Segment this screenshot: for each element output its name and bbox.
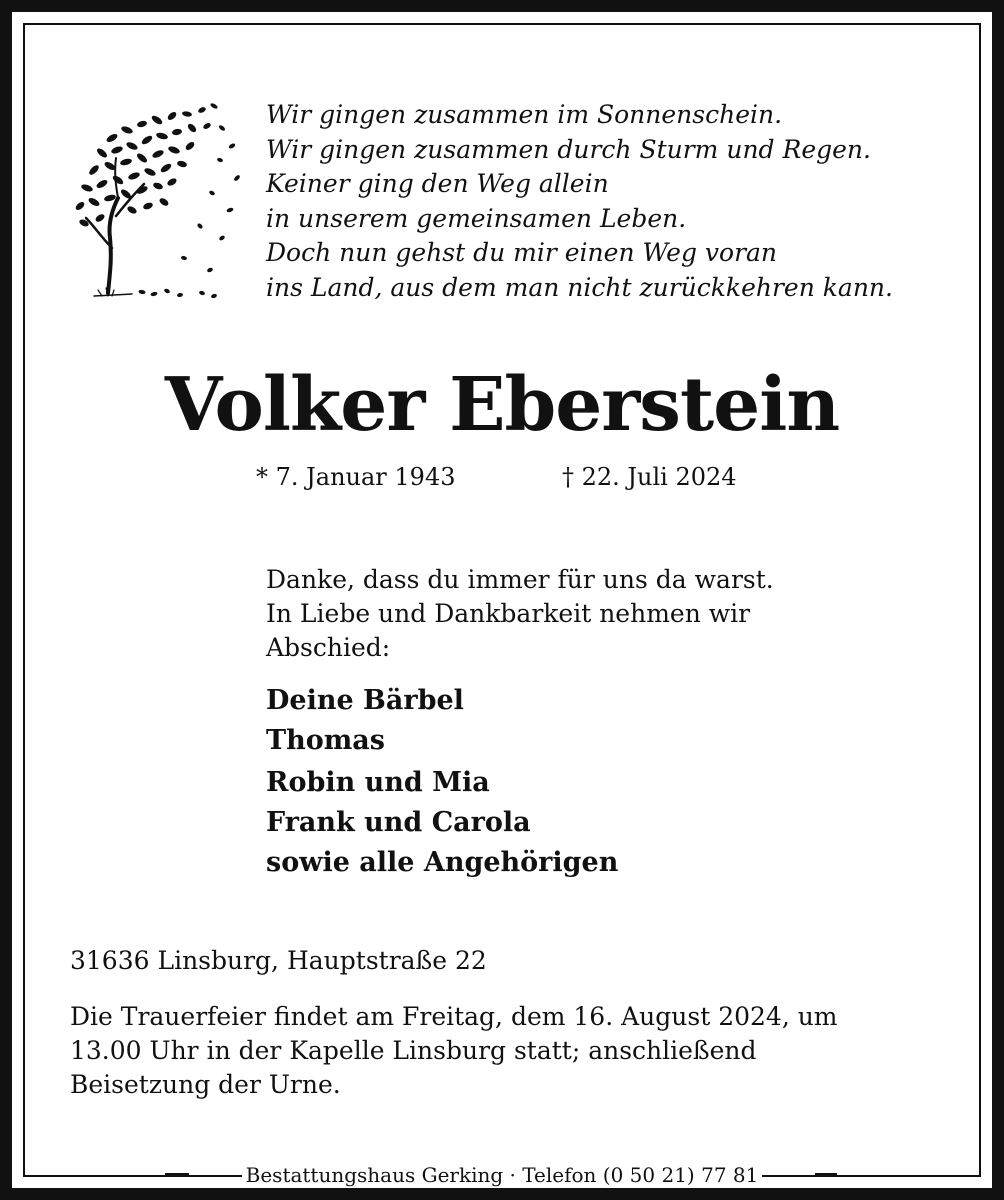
thanks-line: Danke, dass du immer für uns da warst. — [266, 565, 774, 594]
family-member: Deine Bärbel — [266, 685, 464, 716]
deceased-name: Volker Eberstein — [164, 362, 840, 448]
poem-line: Doch nun gehst du mir einen Weg voran — [266, 238, 778, 267]
poem-line: Wir gingen zusammen durch Sturm und Regen. — [266, 134, 871, 164]
family-member: Frank und Carola — [266, 807, 531, 838]
thanks-line: In Liebe und Dankbarkeit nehmen wir — [266, 599, 751, 628]
family-signatures — [266, 681, 618, 883]
family-member: Robin und Mia — [266, 767, 490, 798]
funeral-home-contact: Bestattungshaus Gerking · Telefon (0 50 21) 77 81 — [242, 1163, 763, 1187]
birth-date: * 7. Januar 1943 — [256, 463, 456, 491]
family-member: sowie alle Angehörigen — [266, 847, 619, 878]
poem-line: Keiner ging den Weg allein — [266, 169, 609, 198]
poem — [266, 98, 966, 305]
thanks-text — [266, 563, 906, 665]
poem-line: in unserem gemeinsamen Leben. — [266, 203, 687, 233]
tree-icon — [72, 98, 247, 303]
poem-line: Wir gingen zusammen im Sonnenschein. — [266, 100, 783, 129]
death-date: † 22. Juli 2024 — [562, 463, 737, 491]
funeral-notice-line: Die Trauerfeier findet am Freitag, dem 16. August 2024, um — [70, 1002, 838, 1031]
footer — [0, 1162, 1004, 1188]
address: 31636 Linsburg, Hauptstraße 22 — [70, 946, 487, 975]
funeral-notice-line: Beisetzung der Urne. — [70, 1070, 341, 1099]
funeral-notice — [70, 1000, 950, 1102]
poem-line: ins Land, aus dem man nicht zurückkehren kann. — [266, 272, 893, 302]
funeral-notice-line: 13.00 Uhr in der Kapelle Linsburg statt; anschließend — [70, 1036, 757, 1065]
thanks-line: Abschied: — [266, 633, 391, 662]
family-member: Thomas — [266, 725, 385, 756]
